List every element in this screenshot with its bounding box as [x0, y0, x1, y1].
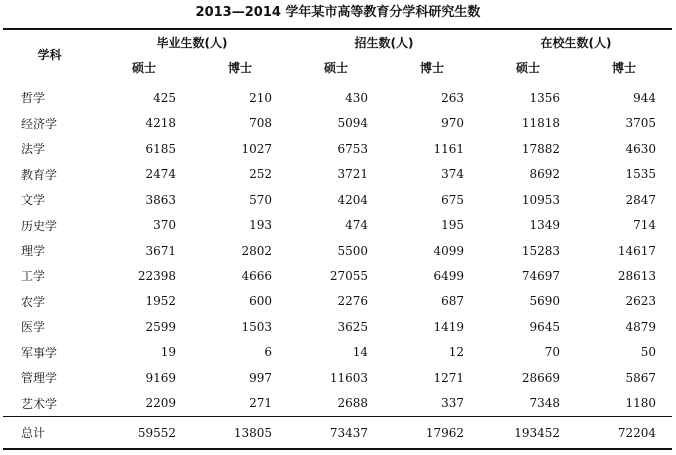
subject-cell: 经济学: [21, 116, 58, 131]
value-cell: 5690: [529, 294, 561, 309]
value-cell: 1027: [241, 141, 273, 156]
value-cell: 6185: [145, 141, 176, 156]
value-cell: 4204: [337, 192, 369, 207]
group-header-graduates: 毕业生数(人): [96, 29, 288, 55]
sub-header-doctor: 博士: [420, 60, 445, 75]
header-row-groups: [3, 29, 672, 55]
subject-cell: 军事学: [21, 345, 58, 360]
value-cell: 4218: [145, 116, 176, 131]
subject-cell: 教育学: [21, 167, 58, 182]
table-row: [3, 212, 672, 237]
value-cell: 28669: [521, 370, 561, 385]
value-cell: 714: [633, 218, 657, 233]
value-cell: 2847: [625, 192, 657, 207]
total-label: 总计: [3, 417, 96, 450]
value-cell: 4630: [625, 141, 657, 156]
table-row: [3, 238, 672, 263]
value-cell: 7348: [529, 396, 561, 411]
total-cell: 193452: [480, 417, 576, 450]
subject-cell: 理学: [21, 244, 46, 259]
total-cell: 73437: [288, 417, 384, 450]
value-cell: 1161: [433, 141, 465, 156]
value-cell: 15283: [521, 243, 561, 258]
value-cell: 2688: [337, 396, 369, 411]
value-cell: 9645: [529, 319, 561, 334]
total-cell: 72204: [576, 417, 672, 450]
subject-cell: 农学: [21, 294, 46, 309]
value-cell: 271: [249, 396, 273, 411]
value-cell: 2276: [337, 294, 369, 309]
total-cell: 17962: [384, 417, 480, 450]
subject-cell: 医学: [21, 320, 46, 335]
value-cell: 6: [264, 345, 273, 360]
graduate-stats-table: [3, 28, 672, 450]
value-cell: 263: [441, 90, 465, 105]
total-cell: 59552: [96, 417, 192, 450]
subject-cell: 法学: [21, 142, 46, 157]
table-row: [3, 314, 672, 339]
group-header-enrollment: 招生数(人): [288, 29, 480, 55]
table-row: [3, 187, 672, 212]
total-cell: 13805: [192, 417, 288, 450]
value-cell: 600: [249, 294, 273, 309]
value-cell: 2209: [145, 396, 176, 411]
value-cell: 14: [352, 345, 369, 360]
value-cell: 11603: [329, 370, 369, 385]
sub-header-master: 硕士: [131, 60, 156, 75]
value-cell: 997: [249, 370, 273, 385]
value-cell: 4666: [241, 268, 273, 283]
value-cell: 3721: [337, 167, 369, 182]
value-cell: 6499: [433, 268, 465, 283]
value-cell: 4099: [433, 243, 465, 258]
value-cell: 12: [448, 345, 465, 360]
value-cell: 11818: [521, 116, 561, 131]
table-row: [3, 365, 672, 390]
value-cell: 5094: [337, 116, 369, 131]
value-cell: 944: [633, 90, 657, 105]
value-cell: 195: [441, 218, 465, 233]
value-cell: 10953: [521, 192, 561, 207]
value-cell: 22398: [137, 268, 176, 283]
value-cell: 5867: [625, 370, 657, 385]
table-row: [3, 390, 672, 416]
value-cell: 210: [249, 90, 273, 105]
subject-cell: 历史学: [21, 218, 58, 233]
value-cell: 1952: [145, 294, 176, 309]
value-cell: 2802: [241, 243, 273, 258]
value-cell: 370: [153, 218, 176, 233]
table-row: [3, 263, 672, 288]
value-cell: 374: [441, 167, 465, 182]
header-row-degrees: [3, 55, 672, 79]
value-cell: 5500: [337, 243, 369, 258]
sub-header-master: 硕士: [516, 60, 541, 75]
value-cell: 8692: [529, 167, 561, 182]
value-cell: 425: [153, 90, 176, 105]
subject-cell: 管理学: [21, 371, 58, 386]
value-cell: 2474: [145, 167, 176, 182]
table-body: [3, 79, 672, 417]
value-cell: 27055: [329, 268, 369, 283]
value-cell: 337: [441, 396, 465, 411]
value-cell: 1180: [625, 396, 657, 411]
value-cell: 474: [345, 218, 369, 233]
value-cell: 3625: [337, 319, 369, 334]
table-row: [3, 162, 672, 187]
value-cell: 3671: [145, 243, 176, 258]
value-cell: 1535: [625, 167, 657, 182]
table-row: [3, 340, 672, 365]
value-cell: 50: [640, 345, 657, 360]
value-cell: 6753: [337, 141, 369, 156]
total-row: [3, 417, 672, 450]
subject-header: 学科: [3, 29, 96, 79]
subject-cell: 文学: [21, 193, 46, 208]
group-header-current: 在校生数(人): [480, 29, 672, 55]
value-cell: 430: [345, 90, 369, 105]
value-cell: 3705: [625, 116, 657, 131]
sub-header-doctor: 博士: [612, 60, 637, 75]
value-cell: 1349: [529, 218, 561, 233]
value-cell: 17882: [521, 141, 561, 156]
value-cell: 1503: [241, 319, 273, 334]
value-cell: 675: [441, 192, 465, 207]
subject-cell: 艺术学: [21, 396, 58, 411]
value-cell: 1271: [433, 370, 465, 385]
table-row: [3, 136, 672, 161]
table-title: 2013—2014 学年某市高等教育分学科研究生数: [195, 5, 481, 20]
value-cell: 74697: [521, 268, 561, 283]
table-row: [3, 289, 672, 314]
value-cell: 570: [249, 192, 273, 207]
value-cell: 28613: [617, 268, 657, 283]
value-cell: 2623: [625, 294, 657, 309]
value-cell: 4879: [625, 319, 657, 334]
value-cell: 2599: [145, 319, 176, 334]
value-cell: 3863: [145, 192, 176, 207]
value-cell: 1356: [529, 90, 561, 105]
value-cell: 193: [249, 218, 273, 233]
value-cell: 252: [249, 167, 273, 182]
subject-cell: 工学: [21, 269, 46, 284]
sub-header-master: 硕士: [324, 60, 349, 75]
value-cell: 19: [160, 345, 176, 360]
value-cell: 687: [441, 294, 465, 309]
value-cell: 14617: [617, 243, 657, 258]
subject-cell: 哲学: [21, 91, 46, 106]
value-cell: 1419: [433, 319, 465, 334]
value-cell: 70: [544, 345, 561, 360]
sub-header-doctor: 博士: [228, 60, 253, 75]
value-cell: 9169: [145, 370, 176, 385]
table-row: [3, 79, 672, 111]
value-cell: 970: [441, 116, 465, 131]
value-cell: 708: [249, 116, 273, 131]
table-row: [3, 111, 672, 136]
